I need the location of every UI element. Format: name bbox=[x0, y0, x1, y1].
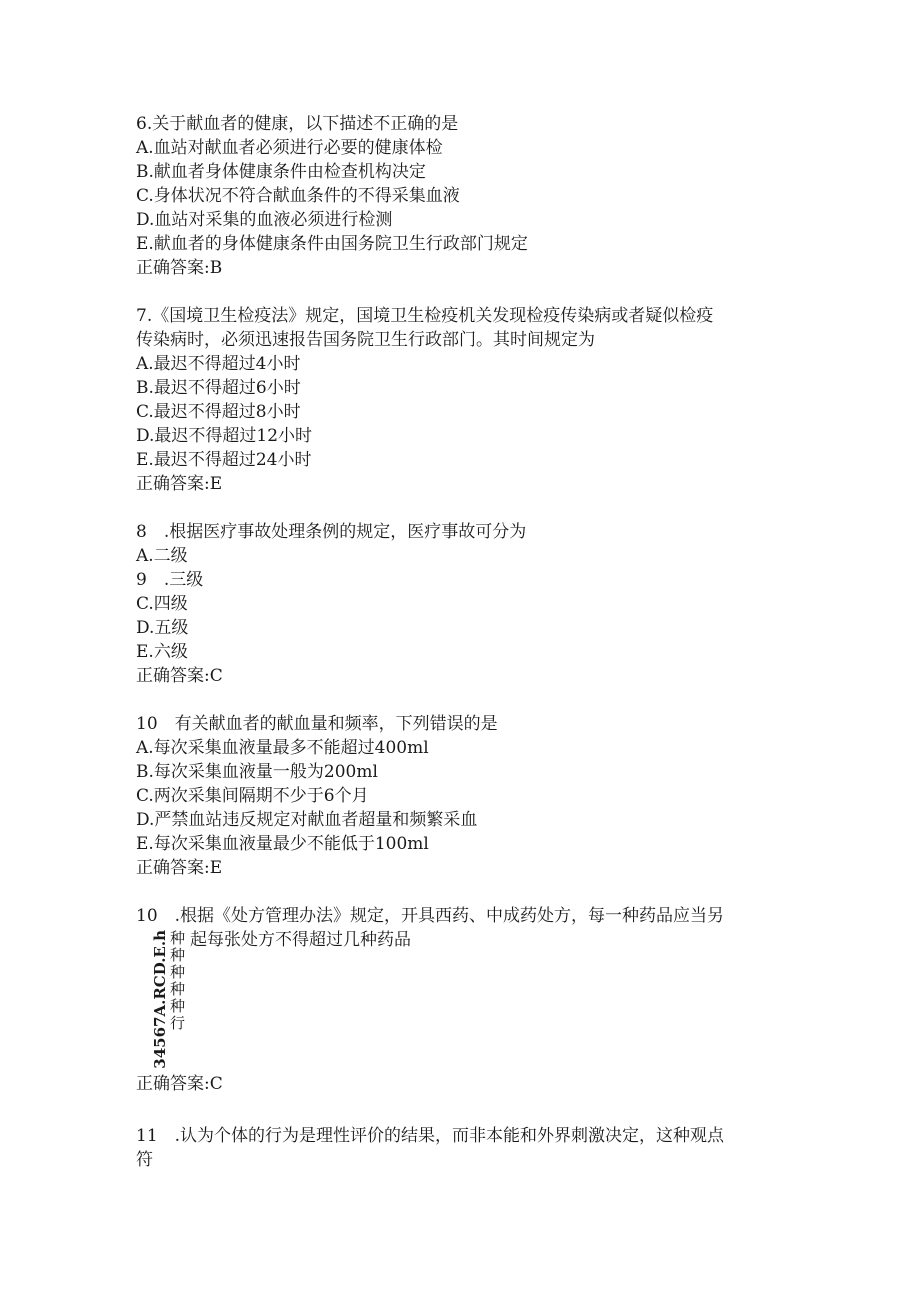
question-11-stem-line-2: 符 bbox=[136, 1150, 153, 1170]
question-10b-stem-line-2: 起每张处方不得超过几种药品 bbox=[190, 930, 411, 950]
question-7-option-d: D.最迟不得超过12小时 bbox=[136, 426, 313, 446]
question-10a-option-d: D.严禁血站违反规定对献血者超量和频繁采血 bbox=[136, 810, 478, 830]
question-10b-stem-line-1: 10 .根据《处方管理办法》规定，开具西药、中成药处方，每一种药品应当另 bbox=[136, 906, 725, 926]
question-7-stem-line-1: 7.《国境卫生检疫法》规定，国境卫生检疫机关发现检疫传染病或者疑似检疫 bbox=[136, 306, 714, 326]
question-6-stem: 6.关于献血者的健康，以下描述不正确的是 bbox=[136, 114, 459, 134]
rotated-option-letters: 34567A.RCD.E.h bbox=[151, 930, 169, 1069]
question-10b-answer: 正确答案:C bbox=[136, 1074, 223, 1094]
question-7-option-e: E.最迟不得超过24小时 bbox=[136, 450, 312, 470]
question-7-stem-line-2: 传染病时，必须迅速报告国务院卫生行政部门。其时间规定为 bbox=[136, 330, 595, 350]
question-10a-stem: 10 有关献血者的献血量和频率，下列错误的是 bbox=[136, 714, 498, 734]
question-7-option-a: A.最迟不得超过4小时 bbox=[136, 354, 301, 374]
question-7-option-c: C.最迟不得超过8小时 bbox=[136, 402, 301, 422]
question-10a-option-b: B.每次采集血液量一般为200ml bbox=[136, 762, 378, 782]
question-8-option-c: C.四级 bbox=[136, 594, 188, 614]
question-6-option-c: C.身体状况不符合献血条件的不得采集血液 bbox=[136, 186, 460, 206]
garbled-rotated-options bbox=[151, 929, 188, 1069]
question-10a-option-e: E.每次采集血液量最少不能低于100ml bbox=[136, 834, 429, 854]
question-10a-option-a: A.每次采集血液量最多不能超过400ml bbox=[136, 738, 429, 758]
question-6-option-b: B.献血者身体健康条件由检查机构决定 bbox=[136, 162, 426, 182]
question-10a-option-c: C.两次采集间隔期不少于6个月 bbox=[136, 786, 369, 806]
question-6-answer: 正确答案:B bbox=[136, 258, 223, 278]
question-8-answer: 正确答案:C bbox=[136, 666, 223, 686]
question-7-option-b: B.最迟不得超过6小时 bbox=[136, 378, 301, 398]
question-6-option-a: A.血站对献血者必须进行必要的健康体检 bbox=[136, 138, 443, 158]
question-11-stem-line-1: 11 .认为个体的行为是理性评价的结果，而非本能和外界刺激决定，这种观点 bbox=[136, 1126, 725, 1146]
question-8-option-d: D.五级 bbox=[136, 618, 189, 638]
question-6-option-d: D.血站对采集的血液必须进行检测 bbox=[136, 210, 393, 230]
question-10a-answer: 正确答案:E bbox=[136, 858, 223, 878]
question-8-option-a: A.二级 bbox=[136, 546, 188, 566]
rotated-option-units: 种 种 种 种 种 行 bbox=[170, 929, 186, 1032]
question-8-stem: 8 .根据医疗事故处理条例的规定，医疗事故可分为 bbox=[136, 522, 527, 542]
question-8-option-e: E.六级 bbox=[136, 642, 188, 662]
question-8-option-b: 9 .三级 bbox=[136, 570, 204, 590]
question-6-option-e: E.献血者的身体健康条件由国务院卫生行政部门规定 bbox=[136, 234, 528, 254]
question-7-answer: 正确答案:E bbox=[136, 474, 223, 494]
